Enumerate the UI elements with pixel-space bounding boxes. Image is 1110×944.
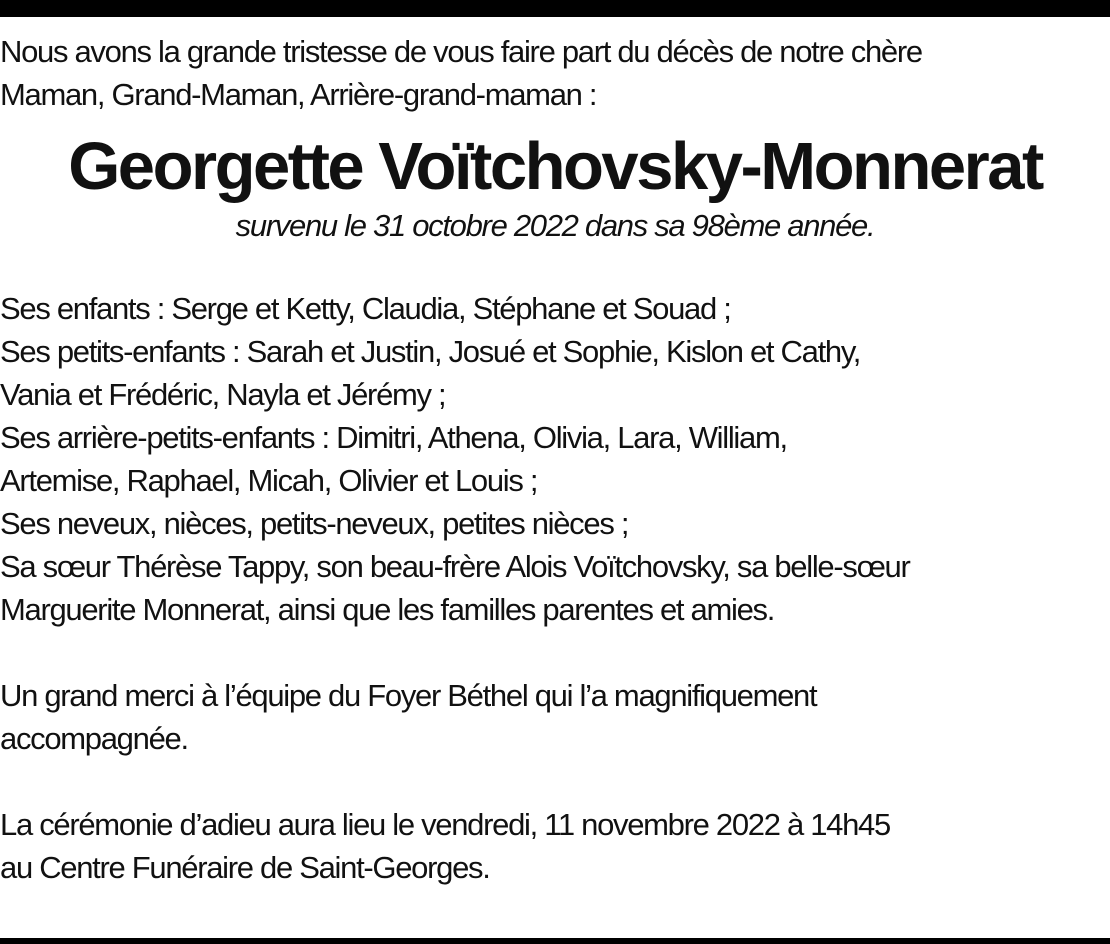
- thanks-line: Un grand merci à l’équipe du Foyer Béthel qui l’a magnifiquement: [0, 678, 817, 713]
- family-line: Artemise, Raphael, Micah, Olivier et Louis ;: [0, 463, 538, 498]
- obituary-notice: [0, 30, 1110, 889]
- thanks-paragraph: [0, 674, 1110, 760]
- family-list: [0, 287, 1110, 631]
- ceremony-line: La cérémonie d’adieu aura lieu le vendredi, 11 novembre 2022 à 14h45: [0, 807, 890, 842]
- thanks-line: accompagnée.: [0, 721, 188, 756]
- intro-line: Nous avons la grande tristesse de vous faire part du décès de notre chère: [0, 34, 922, 69]
- family-line: Ses enfants : Serge et Ketty, Claudia, Stéphane et Souad ;: [0, 291, 731, 326]
- family-line: Ses petits-enfants : Sarah et Justin, Josué et Sophie, Kislon et Cathy,: [0, 334, 861, 369]
- family-line: Vania et Frédéric, Nayla et Jérémy ;: [0, 377, 446, 412]
- top-border-rule: [0, 0, 1110, 17]
- ceremony-line: au Centre Funéraire de Saint-Georges.: [0, 850, 490, 885]
- intro-line: Maman, Grand-Maman, Arrière-grand-maman :: [0, 77, 597, 112]
- family-line: Sa sœur Thérèse Tappy, son beau-frère Alois Voïtchovsky, sa belle-sœur: [0, 549, 910, 584]
- family-line: Ses neveux, nièces, petits-neveux, petites nièces ;: [0, 506, 629, 541]
- death-note: survenu le 31 octobre 2022 dans sa 98ème année.: [235, 208, 875, 243]
- deceased-name: Georgette Voïtchovsky-Monnerat: [68, 129, 1042, 204]
- family-line: Marguerite Monnerat, ainsi que les familles parentes et amies.: [0, 592, 775, 627]
- family-line: Ses arrière-petits-enfants : Dimitri, Athena, Olivia, Lara, William,: [0, 420, 787, 455]
- bottom-border-rule: [0, 938, 1110, 944]
- ceremony-paragraph: [0, 803, 1110, 889]
- intro-paragraph: [0, 30, 1110, 116]
